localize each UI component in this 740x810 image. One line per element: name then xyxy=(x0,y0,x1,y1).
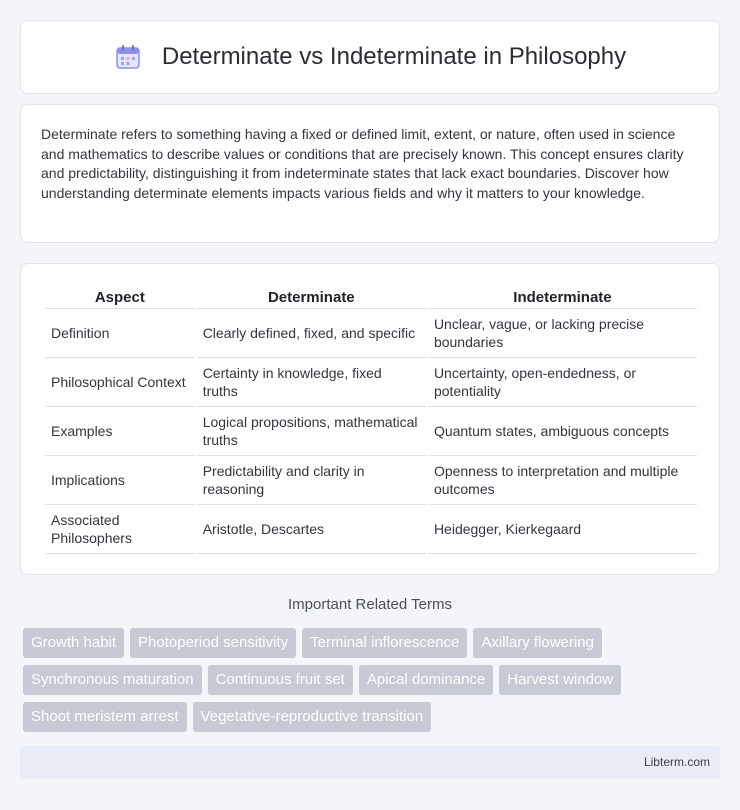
intro-card xyxy=(20,104,720,243)
table-cell: Uncertainty, open-endedness, or potentiality xyxy=(428,358,697,407)
tag-continuous-fruit-set[interactable]: Continuous fruit set xyxy=(208,665,353,695)
table-row xyxy=(45,407,697,456)
comparison-table-card xyxy=(20,263,720,575)
calendar-icon xyxy=(114,43,142,71)
table-row xyxy=(45,358,697,407)
tag-growth-habit[interactable]: Growth habit xyxy=(23,628,124,658)
table-row xyxy=(45,309,697,358)
table-cell: Certainty in knowledge, fixed truths xyxy=(197,358,426,407)
tag-terminal-inflorescence[interactable]: Terminal inflorescence xyxy=(302,628,467,658)
comparison-table xyxy=(43,284,699,554)
table-cell: Associated Philosophers xyxy=(45,505,195,554)
tag-apical-dominance[interactable]: Apical dominance xyxy=(359,665,493,695)
table-header-determinate: Determinate xyxy=(197,284,426,309)
table-cell: Logical propositions, mathematical truths xyxy=(197,407,426,456)
table-cell: Clearly defined, fixed, and specific xyxy=(197,309,426,358)
table-cell: Philosophical Context xyxy=(45,358,195,407)
tag-vegetative-reproductive-transition[interactable]: Vegetative-reproductive transition xyxy=(193,702,432,732)
tag-synchronous-maturation[interactable]: Synchronous maturation xyxy=(23,665,202,695)
table-cell: Heidegger, Kierkegaard xyxy=(428,505,697,554)
table-cell: Definition xyxy=(45,309,195,358)
table-cell: Examples xyxy=(45,407,195,456)
tag-row xyxy=(23,665,723,695)
table-header-indeterminate: Indeterminate xyxy=(428,284,697,309)
table-row xyxy=(45,505,697,554)
header-card xyxy=(20,20,720,94)
related-terms-title: Important Related Terms xyxy=(288,596,452,613)
tag-harvest-window[interactable]: Harvest window xyxy=(499,665,621,695)
tag-row xyxy=(23,628,723,658)
table-row xyxy=(45,456,697,505)
table-header-aspect: Aspect xyxy=(45,284,195,309)
tag-axillary-flowering[interactable]: Axillary flowering xyxy=(473,628,602,658)
table-cell: Predictability and clarity in reasoning xyxy=(197,456,426,505)
table-cell: Unclear, vague, or lacking precise boundaries xyxy=(428,309,697,358)
table-cell: Aristotle, Descartes xyxy=(197,505,426,554)
table-cell: Quantum states, ambiguous concepts xyxy=(428,407,697,456)
table-cell: Implications xyxy=(45,456,195,505)
footer xyxy=(20,746,720,779)
tag-photoperiod-sensitivity[interactable]: Photoperiod sensitivity xyxy=(130,628,296,658)
footer-site-link[interactable]: Libterm.com xyxy=(643,755,710,769)
tag-shoot-meristem-arrest[interactable]: Shoot meristem arrest xyxy=(23,702,187,732)
intro-text: Determinate refers to something having a fixed or defined limit, extent, or nature, often used in science and mathematics to describe values or conditions that are precisely known. This concept ensures clarity and predictability, distinguishing it from indeterminate states that lack exact boundaries. Discover how understanding determinate elements impacts various fields and why it matters to your knowledge. xyxy=(41,126,684,201)
related-terms-list xyxy=(23,628,723,739)
table-cell: Openness to interpretation and multiple outcomes xyxy=(428,456,697,505)
tag-row xyxy=(23,702,723,732)
table-header-row xyxy=(45,284,697,309)
page-title: Determinate vs Indeterminate in Philosophy xyxy=(161,43,627,70)
